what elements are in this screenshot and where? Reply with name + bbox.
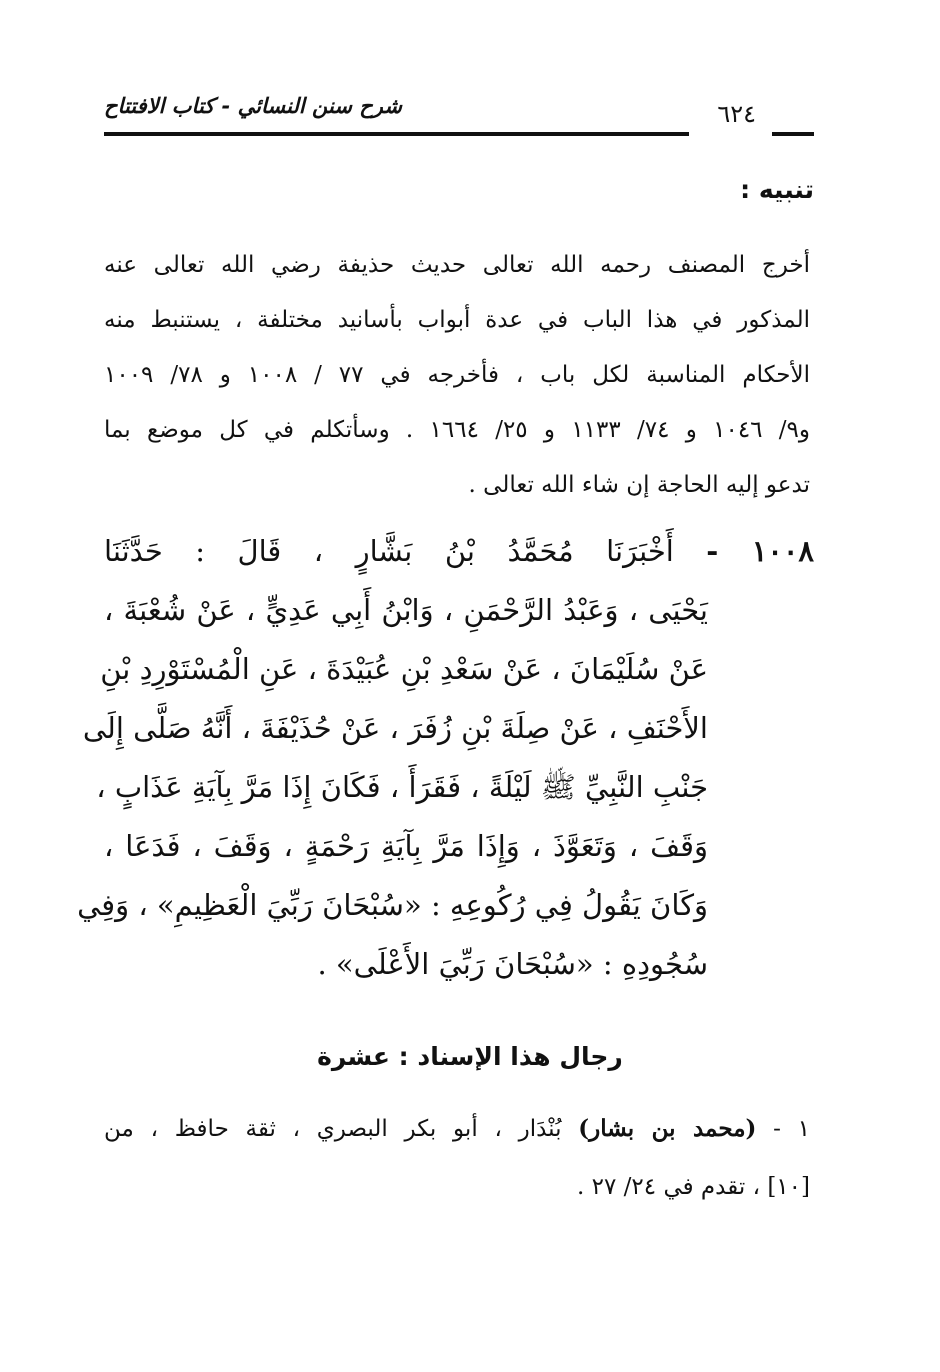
hadith-number: ١٠٠٨ - <box>706 534 814 568</box>
note-paragraph <box>104 238 810 513</box>
note-line: تدعو إليه الحاجة إن شاء الله تعالى . <box>468 472 810 498</box>
hadith-text <box>77 522 814 994</box>
page-header <box>104 84 814 144</box>
hadith-line: عَنْ سُلَيْمَانَ ، عَنْ سَعْدِ بْنِ عُبَيْدَةَ ، عَنِ الْمُسْتَوْرِدِ بْنِ <box>100 652 708 686</box>
hadith-line: سُجُودِهِ : «سُبْحَانَ رَبِّيَ الأَعْلَى» . <box>317 947 708 981</box>
narrators-list <box>104 1100 810 1216</box>
note-line: و٩/ ١٠٤٦ و ٧٤/ ١١٣٣ و ٢٥/ ١٦٦٤ . وسأتكلم في كل موضع بما <box>104 417 811 443</box>
narrator-description: بُنْدَار ، أبو بكر البصري ، ثقة حافظ ، من <box>104 1116 562 1142</box>
narrators-heading: رجال هذا الإسناد : عشرة <box>317 1042 623 1071</box>
header-rule-short <box>772 132 814 136</box>
narrator-item <box>104 1100 810 1158</box>
note-line: الأحكام المناسبة لكل باب ، فأخرجه في ٧٧ / ١٠٠٨ و ٧٨/ ١٠٠٩ <box>104 362 811 388</box>
narrator-number: ١ - <box>773 1116 811 1142</box>
hadith-opening: أَخْبَرَنَا مُحَمَّدُ بْنُ بَشَّارٍ ، قَالَ : حَدَّثَنَا <box>104 534 674 568</box>
hadith-line: وَقَفَ ، وَتَعَوَّذَ ، وَإِذَا مَرَّ بِآيَةِ رَحْمَةٍ ، وَقَفَ ، فَدَعَا ، <box>104 829 708 863</box>
hadith-line: يَحْيَى ، وَعَبْدُ الرَّحْمَنِ ، وَابْنُ أَبِي عَدِيٍّ ، عَنْ شُعْبَةَ ، <box>104 593 708 627</box>
page-number: ٦٢٤ <box>717 100 756 128</box>
note-line: المذكور في هذا الباب في عدة أبواب بأسانيد مختلفة ، يستنبط منه <box>104 307 810 333</box>
hadith-line: جَنْبِ النَّبِيِّ ﷺ لَيْلَةً ، فَقَرَأَ ، فَكَانَ إِذَا مَرَّ بِآيَةِ عَذَابٍ ، <box>96 770 708 804</box>
running-title: شرح سنن النسائي - كتاب الافتتاح <box>104 94 402 118</box>
narrator-name: (محمد بن بشار) <box>578 1115 757 1142</box>
hadith-line: الأَحْنَفِ ، عَنْ صِلَةَ بْنِ زُفَرَ ، عَنْ حُذَيْفَةَ ، أَنَّهُ صَلَّى إِلَى <box>82 711 708 745</box>
hadith-line: وَكَانَ يَقُولُ فِي رُكُوعِهِ : «سُبْحَانَ رَبِّيَ الْعَظِيمِ» ، وَفِي <box>77 888 708 922</box>
note-line: أخرج المصنف رحمه الله تعالى حديث حذيفة رضي الله تعالى عنه <box>104 252 810 278</box>
note-heading: تنبيه : <box>740 175 814 204</box>
hadith-first-line <box>104 522 814 581</box>
narrator-continuation: [١٠] ، تقدم في ٢٤/ ٢٧ . <box>577 1174 810 1200</box>
header-rule <box>104 132 689 136</box>
